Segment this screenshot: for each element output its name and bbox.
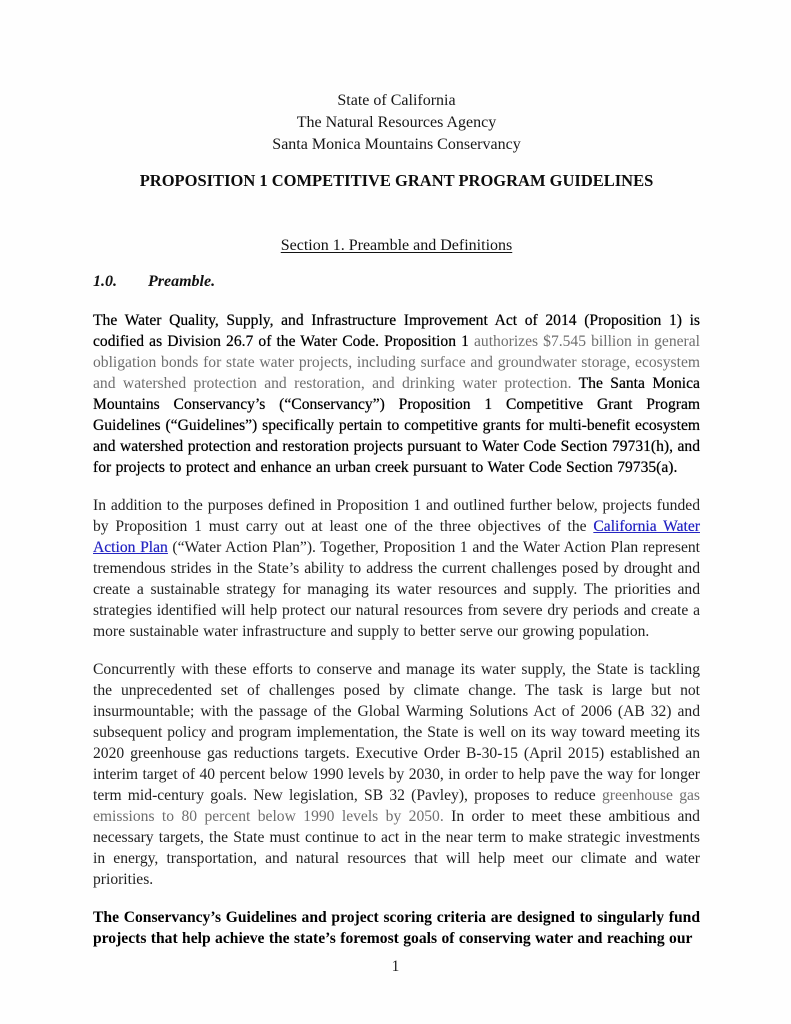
letterhead-line-agency: The Natural Resources Agency [296,114,497,131]
text-segment: Concurrently with these efforts to conserve and manage its water supply, the State is tackling the unprecedented set of challenges posed by climate change. The task is large but not insurmountable; with the passage of the Global Warming Solutions Act of 2006 (AB 32) and subsequent policy and program implementation, the State is well on its way toward meeting its 2020 greenhouse gas reductions targets. Executive Order B-30-15 (April 2015) established an interim target of 40 percent below 1990 levels by 2030, in order to help pave the way for longer term mid-century goals. New legislation, SB 32 (Pavley), proposes to reduce [93,661,700,804]
text-segment: The Water Quality, Supply, and Infrastructure Improvement Act of 2014 (Proposition 1) is codified as Division 26.7 of the Water Code. Proposition 1 [93,312,700,350]
text-segment: authorizes $7.545 billion in general obligation bonds for state water projects, including surface and groundwater storage, ecosystem and watershed protection and restoration, and drinking water protection. [93,333,700,392]
subsection-title: Preamble. [148,273,216,290]
text-segment: In order to meet these ambitious and necessary targets, the State must continue to act in the near term to make strategic investments in energy, transportation, and natural resources that will help meet our climate and water priorities. [93,808,700,888]
text-segment: The Conservancy’s Guidelines and project scoring criteria are designed to singularly fund projects that help achieve the state’s foremost goals of conserving water and reaching our [93,909,700,947]
letterhead [93,90,700,156]
subsection-number: 1.0. [93,273,117,290]
text-segment: The Santa Monica Mountains Conservancy’s (“Conservancy”) Proposition 1 Competitive Grant Program Guidelines (“Guidelines”) specifically pertain to competitive grants for multi-benefit ecosystem and watershed protection and restoration projects pursuant to Water Code Section 79731(h), and for projects to protect and enhance an urban creek pursuant to Water Code Section 79735(a). [93,375,700,476]
paragraph-preamble-3 [93,659,700,890]
document-title: PROPOSITION 1 COMPETITIVE GRANT PROGRAM GUIDELINES [139,171,654,190]
section-heading: Section 1. Preamble and Definitions [280,237,513,254]
paragraph-preamble-1 [93,310,700,478]
subsection-heading [93,271,700,293]
text-segment: (“Water Action Plan”). Together, Proposition 1 and the Water Action Plan represent tremendous strides in the State’s ability to address the current challenges posed by drought and create a sustainable strategy for managing its water resources and supply. The priorities and strategies identified will help protect our natural resources from severe dry periods and create a more sustainable water infrastructure and supply to better serve our growing population. [93,539,700,640]
paragraph-preamble-2 [93,495,700,642]
text-segment: greenhouse gas emissions to 80 percent below 1990 levels by 2050. [93,787,700,825]
letterhead-line-state: State of California [337,92,456,109]
california-water-action-plan-link[interactable]: California Water Action Plan [93,518,700,556]
paragraph-preamble-4 [93,907,700,949]
text-segment: In addition to the purposes defined in Proposition 1 and outlined further below, projects funded by Proposition 1 must carry out at least one of the three objectives of the [93,497,700,535]
letterhead-line-conservancy: Santa Monica Mountains Conservancy [272,136,521,153]
page-number: 1 [391,958,400,975]
